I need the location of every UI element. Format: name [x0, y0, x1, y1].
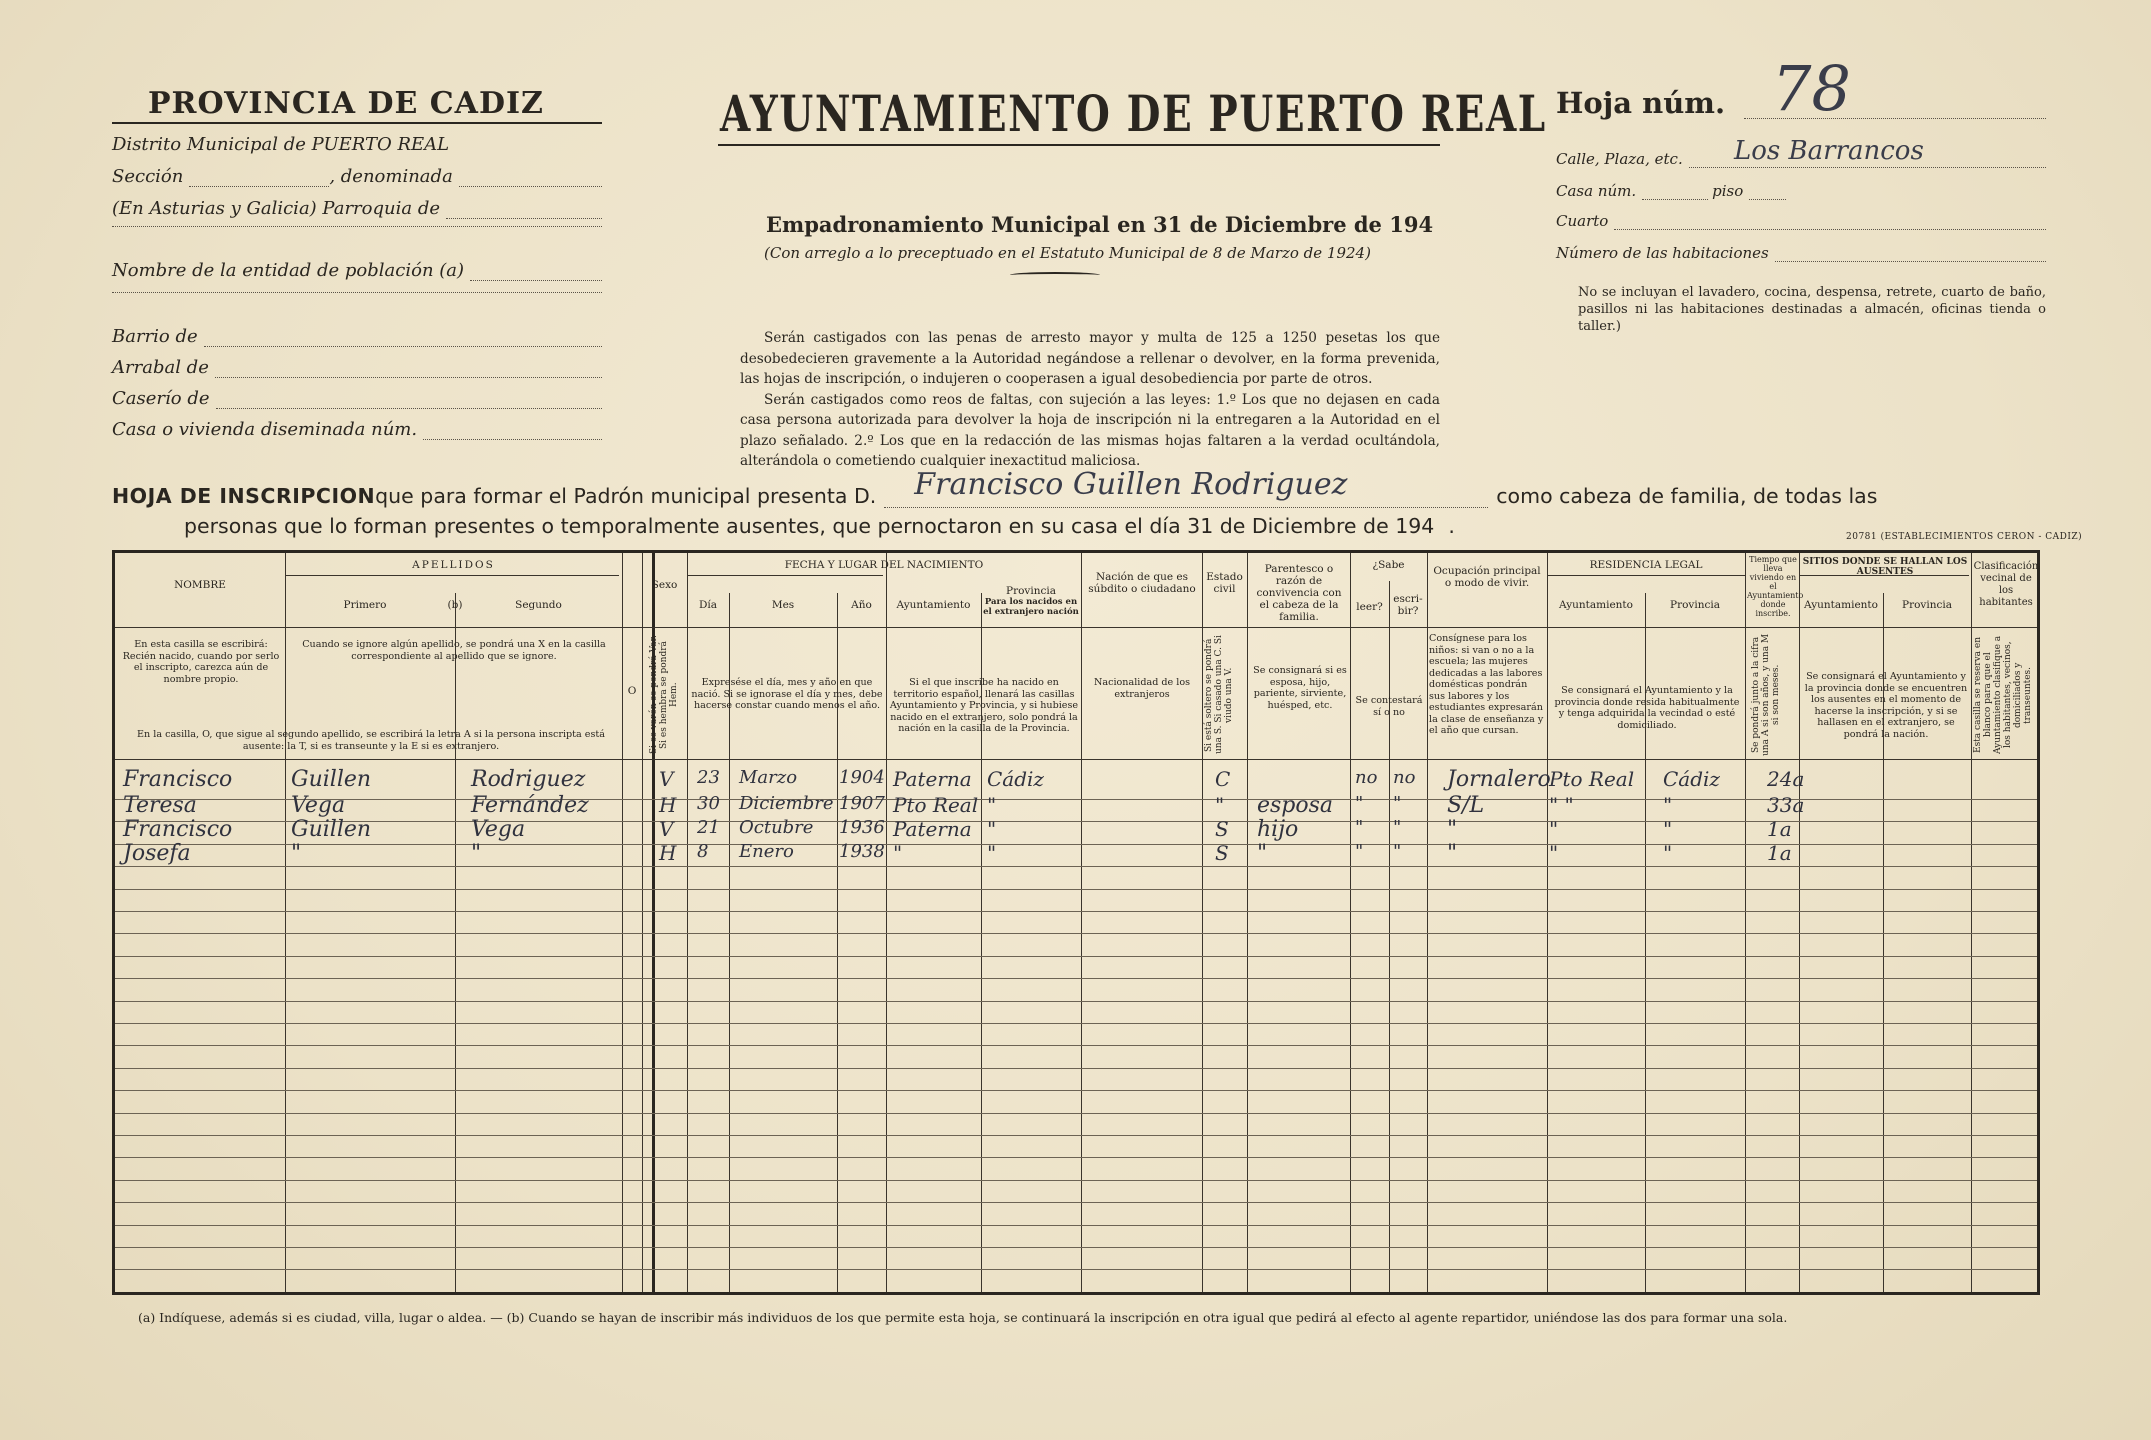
row-4-ocupacion[interactable]: "	[1447, 841, 1458, 866]
hdr-mes: Mes	[771, 599, 795, 611]
row-4-segundo[interactable]: "	[471, 841, 482, 866]
row-1-prov[interactable]: Cádiz	[987, 767, 1044, 791]
inst-sexo: Si es varón se pondrá Var. Si es hembra se pondrá Hem.	[649, 635, 679, 755]
inst-tiempo: Se pondrá junto a la cifra una A si son años, y una M si son meses.	[1751, 633, 1781, 757]
penalty-paragraph-2: Serán castigados como reos de faltas, con sujeción a las leyes: 1.º Los que no dejasen en cada casa persona autorizada para devolver la hoja de inscripción ni la entregaren a la Autoridad en el plazo señalado. 2.º Los que en la redacción de las mismas hojas faltaren a la verdad ocultándola, alterándola o cometiendo cualquier inexactitud maliciosa.	[740, 391, 1440, 469]
hdr-aus-prov: Provincia	[1902, 599, 1952, 611]
col-line	[687, 553, 688, 1292]
hdr-ocupacion: Ocupación principal o modo de vivir.	[1433, 565, 1541, 589]
col-line	[1799, 553, 1800, 1292]
inst-nacion: Nacionalidad de los extranjeros	[1093, 677, 1191, 700]
hdr-sexo: Sexo	[651, 579, 678, 591]
row-1-res-prov[interactable]: Cádiz	[1663, 767, 1720, 791]
entry-line	[115, 1157, 2037, 1158]
row-2-estado[interactable]: "	[1215, 793, 1225, 817]
row-3-escribir[interactable]: "	[1393, 817, 1402, 838]
col-line	[1427, 553, 1428, 1292]
province-rule	[112, 122, 602, 124]
printer-code: 20781 (ESTABLECIMIENTOS CERON - CADIZ)	[1846, 532, 2083, 542]
distrito-line: Distrito Municipal de PUERTO REAL	[112, 134, 450, 155]
row-1-estado[interactable]: C	[1215, 767, 1231, 791]
hdr-res-ayto: Ayuntamiento	[1559, 599, 1633, 611]
entry-line	[115, 1045, 2037, 1046]
row-3-tiempo[interactable]: 1a	[1767, 817, 1792, 841]
entry-line	[115, 1135, 2037, 1136]
row-3-mes[interactable]: Octubre	[739, 817, 814, 838]
entry-line	[115, 956, 2037, 957]
caserio-field[interactable]	[216, 394, 603, 409]
row-1-res-ayto[interactable]: Pto Real	[1549, 767, 1635, 791]
row-1-ocupacion[interactable]: Jornalero	[1447, 767, 1551, 792]
empadronamiento-heading: Empadronamiento Municipal en 31 de Diciembre de 194	[766, 212, 1434, 237]
row-line	[1547, 575, 1745, 576]
row-2-leer[interactable]: "	[1355, 793, 1364, 814]
col-line	[622, 553, 623, 1292]
inst-lugar: Si el que inscribe ha nacido en territorio español, llenará las casillas Ayuntamiento y Provincia, y si hubiese nacido en el extranjero, solo pondrá la nación en la casilla de la Provincia.	[889, 677, 1079, 734]
row-3-primero[interactable]: Guillen	[291, 817, 372, 842]
hdr-escribir: escri-bir?	[1393, 593, 1423, 617]
entry-line	[115, 1113, 2037, 1114]
row-4-res-prov[interactable]: "	[1663, 841, 1673, 865]
hdr-clasificacion: Clasificación vecinal de los habitantes	[1973, 561, 2039, 608]
entry-line	[115, 866, 2037, 867]
casa-diseminada-line: Casa o vivienda diseminada núm.	[112, 419, 602, 440]
hdr-ano: Año	[851, 599, 872, 611]
habitaciones-field[interactable]	[1775, 249, 2046, 262]
calle-line: Calle, Plaza, etc.	[1556, 150, 2046, 168]
row-line	[115, 627, 2037, 628]
seccion-field[interactable]	[189, 172, 329, 187]
row-4-parentesco[interactable]: "	[1257, 841, 1268, 866]
entry-line	[115, 1023, 2037, 1024]
hdr-nombre: NOMBRE	[174, 579, 226, 591]
entidad-field[interactable]	[470, 266, 602, 281]
row-2-ocupacion[interactable]: S/L	[1447, 793, 1485, 818]
hdr-b: (b)	[447, 599, 463, 611]
entry-line	[115, 1090, 2037, 1091]
row-4-sexo[interactable]: H	[659, 841, 677, 865]
arrabal-line: Arrabal de	[112, 357, 602, 378]
inst-parentesco: Se consignará si es esposa, hijo, pariente, sirviente, huésped, etc.	[1253, 665, 1347, 711]
col-line	[1202, 553, 1203, 1292]
entry-line	[115, 978, 2037, 979]
row-4-ano[interactable]: 1938	[839, 841, 885, 862]
entry-line	[115, 1247, 2037, 1248]
casa-field[interactable]	[1642, 187, 1708, 200]
row-1-ano[interactable]: 1904	[839, 767, 885, 788]
row-1-leer[interactable]: no	[1355, 767, 1378, 788]
entry-line	[115, 1225, 2037, 1226]
cuarto-field[interactable]	[1614, 217, 2046, 230]
inst-fecha: Expresése el día, mes y año en que nació. Si se ignorase el día y mes, debe hacerse constar cuando menos el año.	[691, 677, 883, 711]
inst-apellidos: Cuando se ignore algún apellido, se pondrá una X en la casilla correspondiente al apellido que se ignore.	[302, 639, 606, 662]
hdr-leer: leer?	[1356, 601, 1383, 613]
entry-line	[115, 889, 2037, 890]
col-line	[642, 553, 643, 1292]
head-of-family-field[interactable]	[884, 467, 1488, 508]
entry-line	[115, 1068, 2037, 1069]
row-3-estado[interactable]: S	[1215, 817, 1229, 841]
row-3-leer[interactable]: "	[1355, 817, 1364, 838]
parroquia-line: (En Asturias y Galicia) Parroquia de	[112, 198, 602, 219]
inscription-table	[112, 550, 2040, 1295]
hdr-primero: Primero	[343, 599, 387, 611]
inscription-line-2: personas que lo forman presentes o temporalmente ausentes, que pernoctaron en su casa el día 31 de Diciembre de 194 .	[184, 514, 1455, 538]
hoja-num-value: 78	[1772, 52, 1851, 125]
hdr-parentesco: Parentesco o razón de convivencia con el cabeza de la familia.	[1256, 563, 1342, 623]
hdr-fecha-lugar: FECHA Y LUGAR DEL NACIMIENTO	[784, 559, 984, 571]
row-1-nombre[interactable]: Francisco	[123, 767, 233, 792]
row-4-ayto[interactable]: "	[893, 841, 903, 865]
entry-line	[115, 821, 2037, 822]
row-3-prov[interactable]: "	[987, 817, 997, 841]
hdr-res-prov: Provincia	[1670, 599, 1720, 611]
hdr-nacion: Nación de que es súbdito o ciudadano	[1088, 571, 1196, 595]
casa-line: Casa núm. piso	[1556, 182, 1786, 200]
row-2-res-prov[interactable]: "	[1663, 793, 1673, 817]
row-line	[687, 575, 883, 576]
row-3-parentesco[interactable]: hijo	[1257, 817, 1299, 842]
barrio-line: Barrio de	[112, 326, 602, 347]
province-title: PROVINCIA DE CADIZ	[148, 86, 544, 121]
row-4-primero[interactable]: "	[291, 841, 302, 866]
ornament-divider	[1010, 272, 1100, 278]
hdr-apellidos: APELLIDOS	[412, 559, 495, 571]
hdr-tiempo: Tiempo que lleva viviendo en el Ayuntamiento donde inscribe.	[1747, 555, 1804, 618]
habitaciones-line: Número de las habitaciones	[1556, 244, 2046, 262]
row-4-estado[interactable]: S	[1215, 841, 1229, 865]
row-2-nombre[interactable]: Teresa	[123, 793, 197, 818]
row-2-ano[interactable]: 1907	[839, 793, 885, 814]
footnote: (a) Indíquese, además si es ciudad, villa, lugar o aldea. — (b) Cuando se hayan de inscribir más individuos de los que permite esta hoja, se continuará la inscripción en otra igual que pedirá al efecto al agente repartidor, uniéndose las dos para formar una sola.	[138, 1310, 1788, 1325]
row-2-tiempo[interactable]: 33a	[1767, 793, 1805, 817]
hoja-num-label: Hoja núm.	[1556, 86, 1726, 120]
ayuntamiento-title: AYUNTAMIENTO DE PUERTO REAL	[720, 84, 1547, 143]
inst-sitios: Se consignará el Ayuntamiento y la provincia donde se encuentren los ausentes en el momento de hacerse la inscripción, y si se hallasen en el extranjero, se pondrá la nación.	[1804, 671, 1968, 740]
col-line	[1971, 553, 1972, 1292]
col-line	[886, 553, 887, 1292]
row-2-sexo[interactable]: H	[659, 793, 677, 817]
inst-clasificacion: Esta casilla se reserva en blanco para que el Ayuntamiento clasifique a los habitantes, vecinos, domiciliados y transeuntes.	[1973, 635, 2033, 755]
penalties-text	[740, 328, 1440, 472]
row-2-prov[interactable]: "	[987, 793, 997, 817]
col-line	[1350, 553, 1351, 1292]
calle-value: Los Barrancos	[1734, 136, 1924, 166]
row-line	[285, 575, 619, 576]
col-line	[1389, 581, 1390, 1292]
row-2-escribir[interactable]: "	[1393, 793, 1402, 814]
row-2-mes[interactable]: Diciembre	[739, 793, 834, 814]
hdr-aus-ayto: Ayuntamiento	[1804, 599, 1878, 611]
col-line	[1745, 553, 1746, 1292]
col-line	[455, 593, 456, 1292]
row-2-segundo[interactable]: Fernández	[471, 793, 589, 818]
col-line	[1247, 553, 1248, 1292]
hdr-dia: Día	[698, 599, 718, 611]
hdr-ayuntamiento-nac: Ayuntamiento	[896, 599, 971, 611]
row-1-mes[interactable]: Marzo	[739, 767, 798, 788]
row-3-nombre[interactable]: Francisco	[123, 817, 233, 842]
row-4-escribir[interactable]: "	[1393, 841, 1402, 862]
col-line	[1081, 553, 1082, 1292]
inst-sabe: Se contestará sí o no	[1355, 695, 1423, 718]
row-1-sexo[interactable]: V	[659, 767, 674, 791]
parroquia-extra-line[interactable]	[112, 226, 602, 227]
estatuto-note: (Con arreglo a lo preceptuado en el Estatuto Municipal de 8 de Marzo de 1924)	[764, 244, 1371, 262]
row-1-dia[interactable]: 23	[697, 767, 720, 788]
hdr-estado: Estado civil	[1206, 571, 1243, 595]
hdr-sitios: SITIOS DONDE SE HALLAN LOS AUSENTES	[1802, 557, 1968, 577]
row-3-ocupacion[interactable]: "	[1447, 817, 1458, 842]
entry-line	[115, 933, 2037, 934]
inst-estado: Si está soltero se pondrá una S. Si casado una C. Si viudo una V.	[1204, 635, 1234, 755]
cuarto-line: Cuarto	[1556, 212, 2046, 230]
row-4-leer[interactable]: "	[1355, 841, 1364, 862]
row-2-ayto[interactable]: Pto Real	[893, 793, 979, 817]
inst-casilla-o: En la casilla, O, que sigue al segundo apellido, se escribirá la letra A si la persona inscripta está ausente: la T, si es transeunte y la E si es extranjero.	[137, 729, 605, 752]
entry-line	[115, 911, 2037, 912]
row-1-segundo[interactable]: Rodriguez	[471, 767, 586, 792]
row-4-res-ayto[interactable]: "	[1549, 841, 1559, 865]
inst-residencia: Se consignará el Ayuntamiento y la provincia donde resida habitualmente y tenga adquirida la vecindad o esté domiciliado.	[1554, 685, 1740, 731]
entry-line	[115, 1180, 2037, 1181]
head-of-family-name: Francisco Guillen Rodriguez	[914, 467, 1348, 502]
denominada-field[interactable]	[459, 172, 602, 187]
row-3-res-prov[interactable]: "	[1663, 817, 1673, 841]
habitaciones-note: No se incluyan el lavadero, cocina, despensa, retrete, cuarto de baño, pasillos ni las habitaciones destinadas a almacén, oficinas tienda o taller.)	[1578, 285, 2046, 334]
col-line	[285, 553, 286, 1292]
title-rule	[718, 144, 1440, 146]
parroquia-field[interactable]	[446, 204, 602, 219]
entidad-line: Nombre de la entidad de población (a)	[112, 260, 602, 281]
row-2-primero[interactable]: Vega	[291, 793, 346, 818]
hdr-segundo: Segundo	[515, 599, 562, 611]
row-4-mes[interactable]: Enero	[739, 841, 794, 862]
inst-ocupacion: Consígnese para los niños: si van o no a la escuela; las mujeres dedicadas a las labores domésticas pondrán sus labores y los estudiantes expresarán la clase de enseñanza y el año que cursan.	[1429, 633, 1544, 736]
row-1-primero[interactable]: Guillen	[291, 767, 372, 792]
row-3-res-ayto[interactable]: "	[1549, 817, 1559, 841]
row-3-sexo[interactable]: V	[659, 817, 674, 841]
entry-line	[115, 799, 2037, 800]
row-1-tiempo[interactable]: 24a	[1767, 767, 1805, 791]
row-3-ayto[interactable]: Paterna	[893, 817, 972, 841]
penalty-paragraph-1: Serán castigados con las penas de arresto mayor y multa de 125 a 1250 pesetas los que desobedecieren gravemente a la Autoridad negándose a rellenar o devolver, en la forma prevenida, las hojas de inscripción, o indujeren o cooperasen a igual desobediencia por parte de otros.	[740, 330, 1440, 387]
row-2-dia[interactable]: 30	[697, 793, 720, 814]
row-1-ayto[interactable]: Paterna	[893, 767, 972, 791]
caserio-line: Caserío de	[112, 388, 602, 409]
row-1-escribir[interactable]: no	[1393, 767, 1416, 788]
entry-line	[115, 1202, 2037, 1203]
piso-field[interactable]	[1749, 187, 1786, 200]
row-4-prov[interactable]: "	[987, 841, 997, 865]
hdr-residencia: RESIDENCIA LEGAL	[1589, 559, 1703, 571]
hdr-sabe: ¿Sabe	[1372, 559, 1405, 571]
entry-line	[115, 1269, 2037, 1270]
row-4-dia[interactable]: 8	[697, 841, 709, 862]
entry-line	[115, 844, 2037, 845]
row-3-ano[interactable]: 1936	[839, 817, 885, 838]
seccion-line: Sección , denominada	[112, 166, 602, 187]
row-2-parentesco[interactable]: esposa	[1257, 793, 1334, 818]
inst-nombre: En esta casilla se escribirá: Recién nacido, cuando por serlo el inscripto, carezca aún de nombre propio.	[122, 639, 280, 685]
casa-diseminada-field[interactable]	[423, 425, 602, 440]
row-2-res-ayto[interactable]: " "	[1549, 793, 1574, 817]
arrabal-field[interactable]	[215, 363, 602, 378]
barrio-field[interactable]	[204, 332, 602, 347]
entidad-extra-line[interactable]	[112, 292, 602, 293]
col-line	[1547, 553, 1548, 1292]
row-3-dia[interactable]: 21	[697, 817, 720, 838]
row-line	[115, 759, 2037, 760]
hdr-provincia-nac: Provincia Para los nacidos en el extranjero nación	[983, 585, 1079, 617]
col-o-label: O	[627, 685, 637, 697]
inscription-line-1: HOJA DE INSCRIPCION que para formar el Padrón municipal presenta D. Francisco Guillen Rodriguez como cabeza de familia, de todas las	[112, 467, 1878, 508]
entry-line	[115, 1001, 2037, 1002]
row-3-segundo[interactable]: Vega	[471, 817, 526, 842]
row-4-tiempo[interactable]: 1a	[1767, 841, 1792, 865]
row-4-nombre[interactable]: Josefa	[123, 841, 191, 866]
